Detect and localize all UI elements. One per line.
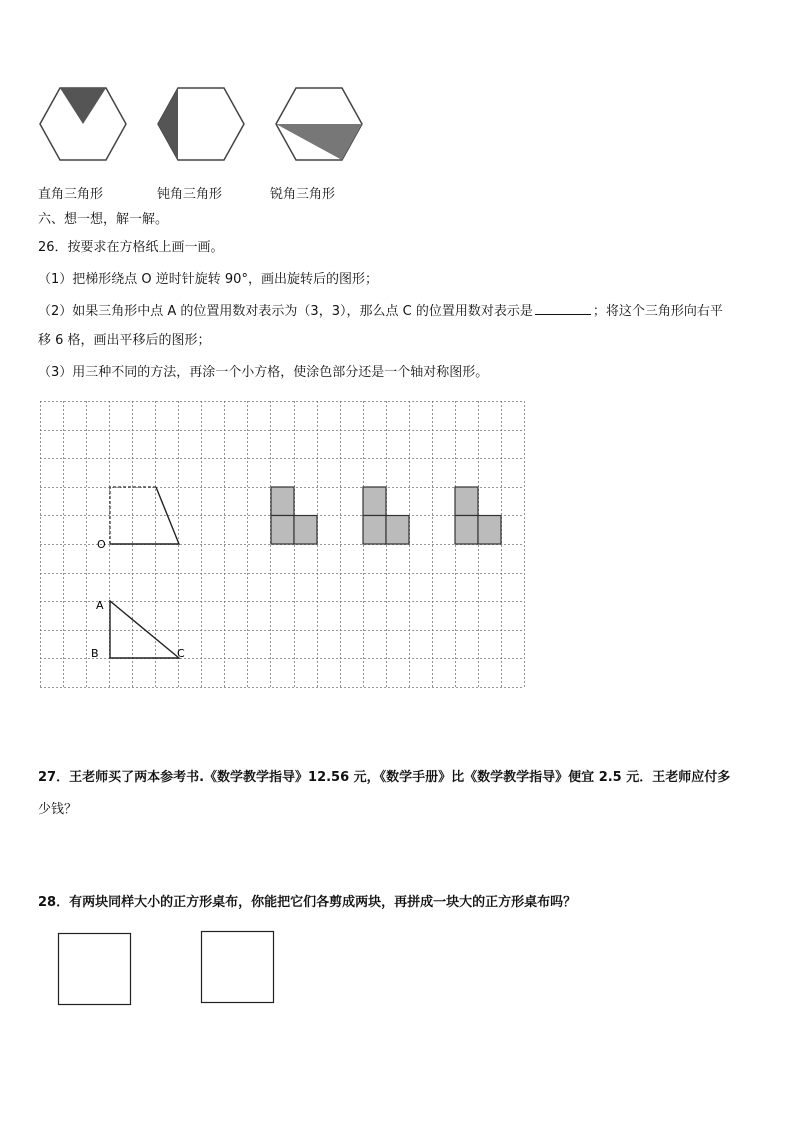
point-o-label: O (97, 538, 106, 551)
q26-part1: （1）把梯形绕点 O 逆时针旋转 90°，画出旋转后的图形； (38, 272, 378, 287)
hexagon-acute-triangle-figure (274, 86, 364, 162)
answer-blank[interactable] (535, 302, 591, 315)
q26-part2-line1 (38, 302, 723, 321)
hexagon-right-triangle-figure (38, 86, 128, 162)
hexagon-label-right: 直角三角形 (38, 187, 104, 202)
l-shape-2 (363, 487, 409, 544)
point-b-label: B (91, 647, 99, 660)
square-tablecloth-1 (58, 933, 131, 1005)
grid-paper (40, 401, 524, 687)
l-shape-3 (455, 487, 501, 544)
q28-line1: 28．有两块同样大小的正方形桌布，你能把它们各剪成两块，再拼成一块大的正方形桌布吗？ (38, 895, 577, 910)
hexagon-label-obtuse: 钝角三角形 (157, 187, 223, 202)
hexagon-label-acute: 锐角三角形 (270, 187, 336, 202)
q26-part2-text-a: （2）如果三角形中点 A 的位置用数对表示为（3，3），那么点 C 的位置用数对表示是 (38, 304, 533, 319)
q26-part2-line2: 移 6 格，画出平移后的图形； (38, 333, 211, 348)
point-c-label: C (177, 647, 185, 660)
section-heading: 六、想一想，解一解。 (38, 212, 169, 227)
triangle-abc (110, 601, 179, 658)
point-a-label: A (96, 599, 104, 612)
q27-line2: 少钱？ (38, 802, 78, 817)
q26-title: 26．按要求在方格纸上画一画。 (38, 240, 224, 255)
square-tablecloth-2 (201, 931, 274, 1003)
q26-part3: （3）用三种不同的方法，再涂一个小方格，使涂色部分还是一个轴对称图形。 (38, 365, 489, 380)
hexagon-obtuse-triangle-figure (156, 86, 246, 162)
q26-part2-text-b: ；将这个三角形向右平 (592, 304, 723, 319)
l-shape-1 (271, 487, 317, 544)
q27-line1: 27．王老师买了两本参考书.《数学教学指导》12.56 元，《数学手册》比《数学教学指导》便宜 2.5 元．王老师应付多 (38, 770, 731, 785)
